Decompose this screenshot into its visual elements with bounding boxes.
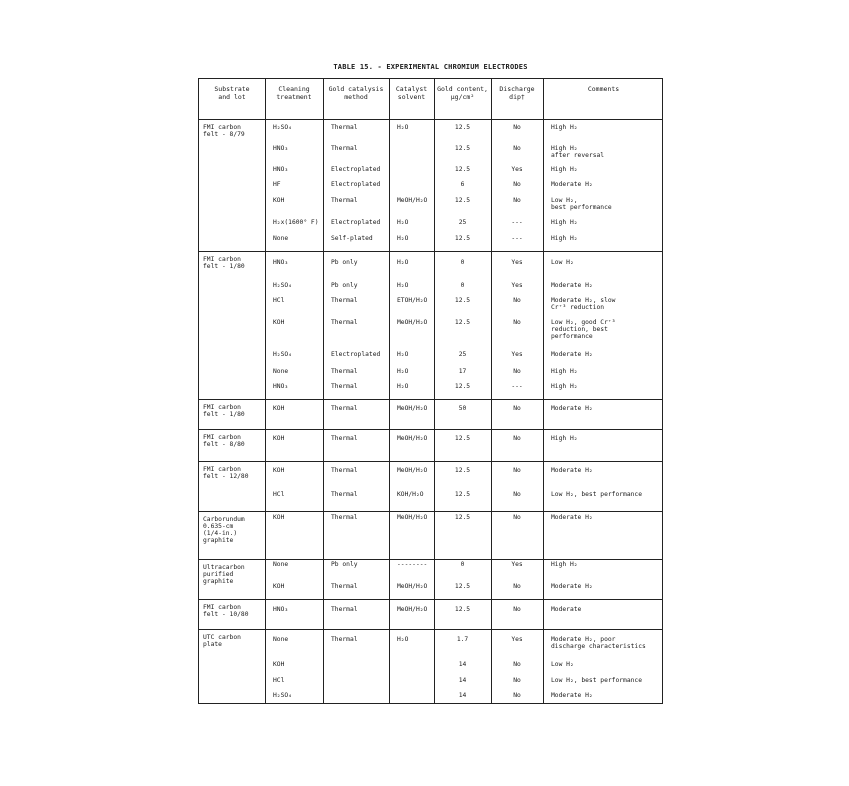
substrate-cell: FMI carbon felt - 8/80 (203, 434, 245, 448)
comments-cell: Moderate H₂ (551, 467, 593, 474)
dip-cell: No (513, 606, 521, 613)
gold-cell: 12.5 (454, 491, 471, 498)
comments-cell: High H₂ (551, 235, 578, 242)
cleaning-cell: HNO₃ (273, 383, 289, 390)
column-header: Gold catalysis method (328, 85, 384, 101)
cleaning-cell: HCl (273, 491, 285, 498)
method-cell: Thermal (331, 514, 358, 521)
header-divider (199, 119, 662, 120)
gold-cell: 25 (458, 351, 467, 358)
method-cell: Electroplated (331, 351, 381, 358)
comments-cell: Low H₂ (551, 661, 574, 668)
cleaning-cell: HNO₃ (273, 606, 289, 613)
dip-cell: Yes (511, 636, 523, 643)
comments-cell: Moderate H₂ (551, 405, 593, 412)
chromium-electrodes-table (198, 78, 663, 704)
substrate-cell: UTC carbon plate (203, 634, 241, 648)
cleaning-cell: HNO₃ (273, 166, 289, 173)
gold-cell: 12.5 (454, 514, 471, 521)
comments-cell: High H₂ (551, 368, 578, 375)
dip-cell: No (513, 661, 521, 668)
cleaning-cell: KOH (273, 197, 285, 204)
gold-cell: 0 (460, 259, 465, 266)
cleaning-cell: KOH (273, 583, 285, 590)
method-cell: Pb only (331, 282, 358, 289)
cleaning-cell: H₂SO₄ (273, 124, 292, 131)
solvent-cell: KOH/H₂O (397, 491, 424, 498)
substrate-cell: FMI carbon felt - 8/79 (203, 124, 245, 138)
gold-cell: 12.5 (454, 235, 471, 242)
column-divider (543, 79, 544, 703)
substrate-cell: Carborundum 0.635-cm (1/4-in.) graphite (203, 516, 245, 544)
solvent-cell: H₂O (397, 636, 409, 643)
cleaning-cell: KOH (273, 435, 285, 442)
method-cell: Thermal (331, 197, 358, 204)
solvent-cell: H₂O (397, 383, 409, 390)
column-header: Comments (587, 85, 620, 93)
dip-cell: --- (511, 383, 523, 390)
gold-cell: 17 (458, 368, 467, 375)
dip-cell: Yes (511, 351, 523, 358)
dip-cell: No (513, 677, 521, 684)
dip-cell: No (513, 583, 521, 590)
solvent-cell: H₂O (397, 368, 409, 375)
comments-cell: Low H₂, best performance (551, 197, 612, 211)
method-cell: Thermal (331, 636, 358, 643)
dip-cell: No (513, 368, 521, 375)
comments-cell: High H₂ (551, 219, 578, 226)
comments-cell: Low H₂, good Cr⁺³ reduction, best performance (551, 319, 616, 340)
dip-cell: Yes (511, 282, 523, 289)
group-divider (199, 599, 662, 600)
solvent-cell: MeOH/H₂O (397, 197, 428, 204)
method-cell: Thermal (331, 124, 358, 131)
gold-cell: 50 (458, 405, 467, 412)
group-divider (199, 559, 662, 560)
gold-cell: 14 (458, 692, 467, 699)
gold-cell: 12.5 (454, 197, 471, 204)
method-cell: Pb only (331, 561, 358, 568)
cleaning-cell: None (273, 636, 289, 643)
dip-cell: No (513, 181, 521, 188)
column-header: Cleaning treatment (276, 85, 312, 101)
method-cell: Thermal (331, 606, 358, 613)
cleaning-cell: H₂x(1600° F) (273, 219, 319, 226)
method-cell: Thermal (331, 435, 358, 442)
gold-cell: 12.5 (454, 383, 471, 390)
dip-cell: No (513, 514, 521, 521)
comments-cell: Low H₂ (551, 259, 574, 266)
method-cell: Thermal (331, 491, 358, 498)
substrate-cell: FMI carbon felt - 1/80 (203, 256, 245, 270)
comments-cell: Moderate (551, 606, 582, 613)
comments-cell: Moderate H₂ (551, 583, 593, 590)
cleaning-cell: KOH (273, 405, 285, 412)
gold-cell: 12.5 (454, 583, 471, 590)
method-cell: Pb only (331, 259, 358, 266)
table-title: TABLE 15. - EXPERIMENTAL CHROMIUM ELECTRODES (333, 63, 528, 71)
gold-cell: 12.5 (454, 606, 471, 613)
method-cell: Thermal (331, 145, 358, 152)
method-cell: Thermal (331, 467, 358, 474)
cleaning-cell: HCl (273, 297, 285, 304)
gold-cell: 12.5 (454, 319, 471, 326)
substrate-cell: FMI carbon felt - 10/80 (203, 604, 249, 618)
cleaning-cell: None (273, 368, 289, 375)
method-cell: Thermal (331, 405, 358, 412)
gold-cell: 1.7 (456, 636, 469, 643)
group-divider (199, 399, 662, 400)
dip-cell: No (513, 491, 521, 498)
solvent-cell: MeOH/H₂O (397, 405, 428, 412)
group-divider (199, 251, 662, 252)
method-cell: Self-plated (331, 235, 373, 242)
dip-cell: Yes (511, 259, 523, 266)
solvent-cell: H₂O (397, 219, 409, 226)
dip-cell: No (513, 297, 521, 304)
comments-cell: Low H₂, best performance (551, 491, 642, 498)
method-cell: Electroplated (331, 166, 381, 173)
dip-cell: No (513, 692, 521, 699)
dip-cell: No (513, 197, 521, 204)
column-divider (389, 79, 390, 703)
comments-cell: High H₂ (551, 561, 578, 568)
gold-cell: 12.5 (454, 124, 471, 131)
method-cell: Thermal (331, 583, 358, 590)
column-header: Gold content, μg/cm² (437, 85, 488, 101)
solvent-cell: H₂O (397, 124, 409, 131)
group-divider (199, 461, 662, 462)
comments-cell: High H₂ (551, 383, 578, 390)
cleaning-cell: HNO₃ (273, 259, 289, 266)
dip-cell: Yes (511, 561, 523, 568)
comments-cell: High H₂ (551, 124, 578, 131)
substrate-cell: Ultracarbon purified graphite (203, 564, 245, 585)
column-divider (323, 79, 324, 703)
dip-cell: No (513, 145, 521, 152)
dip-cell: No (513, 124, 521, 131)
solvent-cell: H₂O (397, 282, 409, 289)
gold-cell: 6 (460, 181, 465, 188)
dip-cell: --- (511, 235, 523, 242)
method-cell: Thermal (331, 297, 358, 304)
method-cell: Electroplated (331, 181, 381, 188)
gold-cell: 14 (458, 661, 467, 668)
solvent-cell: MeOH/H₂O (397, 467, 428, 474)
cleaning-cell: None (273, 561, 289, 568)
cleaning-cell: H₂SO₄ (273, 351, 292, 358)
gold-cell: 0 (460, 282, 465, 289)
solvent-cell: MeOH/H₂O (397, 514, 428, 521)
cleaning-cell: H₂SO₄ (273, 282, 292, 289)
group-divider (199, 429, 662, 430)
substrate-cell: FMI carbon felt - 12/80 (203, 466, 249, 480)
gold-cell: 12.5 (454, 166, 471, 173)
comments-cell: High H₂ (551, 166, 578, 173)
substrate-cell: FMI carbon felt - 1/80 (203, 404, 245, 418)
dip-cell: No (513, 435, 521, 442)
dip-cell: No (513, 405, 521, 412)
comments-cell: High H₂ after reversal (551, 145, 605, 159)
comments-cell: Moderate H₂ (551, 692, 593, 699)
method-cell: Thermal (331, 368, 358, 375)
cleaning-cell: KOH (273, 514, 285, 521)
solvent-cell: H₂O (397, 235, 409, 242)
gold-cell: 12.5 (454, 435, 471, 442)
method-cell: Thermal (331, 319, 358, 326)
cleaning-cell: KOH (273, 467, 285, 474)
column-header: Catalyst solvent (395, 85, 428, 101)
group-divider (199, 629, 662, 630)
gold-cell: 14 (458, 677, 467, 684)
dip-cell: Yes (511, 166, 523, 173)
cleaning-cell: KOH (273, 661, 285, 668)
cleaning-cell: HCl (273, 677, 285, 684)
comments-cell: Moderate H₂ (551, 351, 593, 358)
solvent-cell: H₂O (397, 259, 409, 266)
method-cell: Electroplated (331, 219, 381, 226)
comments-cell: Low H₂, best performance (551, 677, 642, 684)
comments-cell: Moderate H₂ (551, 282, 593, 289)
column-header: Discharge dip† (499, 85, 535, 101)
solvent-cell: -------- (397, 561, 428, 568)
dip-cell: --- (511, 219, 523, 226)
dip-cell: No (513, 319, 521, 326)
comments-cell: High H₂ (551, 435, 578, 442)
gold-cell: 12.5 (454, 145, 471, 152)
cleaning-cell: HF (273, 181, 281, 188)
comments-cell: Moderate H₂, poor discharge characteristics (551, 636, 646, 650)
column-header: Substrate and lot (214, 85, 250, 101)
solvent-cell: MeOH/H₂O (397, 583, 428, 590)
cleaning-cell: None (273, 235, 289, 242)
cleaning-cell: HNO₃ (273, 145, 289, 152)
solvent-cell: MeOH/H₂O (397, 606, 428, 613)
group-divider (199, 511, 662, 512)
comments-cell: Moderate H₂ (551, 181, 593, 188)
comments-cell: Moderate H₂, slow Cr⁺³ reduction (551, 297, 616, 311)
column-divider (265, 79, 266, 703)
gold-cell: 12.5 (454, 297, 471, 304)
cleaning-cell: KOH (273, 319, 285, 326)
gold-cell: 12.5 (454, 467, 471, 474)
method-cell: Thermal (331, 383, 358, 390)
gold-cell: 0 (460, 561, 465, 568)
cleaning-cell: H₂SO₄ (273, 692, 292, 699)
gold-cell: 25 (458, 219, 467, 226)
solvent-cell: MeOH/H₂O (397, 319, 428, 326)
solvent-cell: ETOH/H₂O (397, 297, 428, 304)
solvent-cell: H₂O (397, 351, 409, 358)
comments-cell: Moderate H₂ (551, 514, 593, 521)
dip-cell: No (513, 467, 521, 474)
solvent-cell: MeOH/H₂O (397, 435, 428, 442)
